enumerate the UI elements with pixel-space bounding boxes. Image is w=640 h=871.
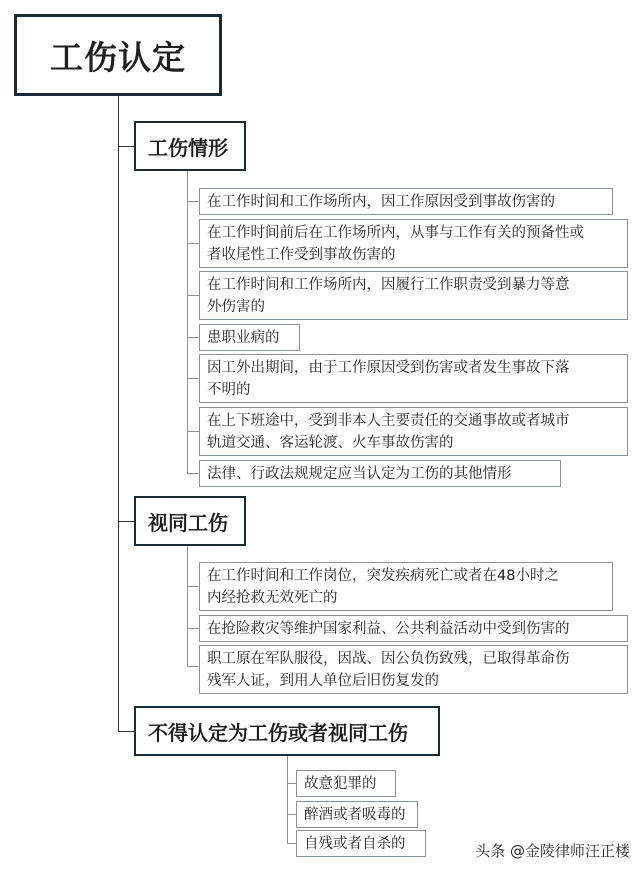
- leaf-text: 外伤害的: [207, 299, 265, 315]
- branch-title: 视同工伤: [148, 510, 228, 535]
- leaf-item: [199, 562, 613, 611]
- leaf-tick: [287, 783, 296, 784]
- leaf-connector: [287, 756, 288, 843]
- leaf-tick: [187, 337, 199, 338]
- branch-node-deemed-injury: [134, 496, 246, 546]
- leaf-tick: [187, 201, 199, 202]
- leaf-text: 轨道交通、客运轮渡、火车事故伤害的: [207, 435, 454, 451]
- leaf-connector: [187, 171, 188, 474]
- leaf-text: 患职业病的: [207, 330, 280, 346]
- leaf-text: 职工原在军队服役，因战、因公负伤致残，已取得革命伤: [207, 651, 570, 667]
- leaf-text: 在上下班途中，受到非本人主要责任的交通事故或者城市: [207, 413, 570, 429]
- leaf-text: 在工作时间和工作场所内，因履行工作职责受到暴力等意: [207, 277, 570, 293]
- leaf-tick: [187, 243, 199, 244]
- leaf-text: 在工作时间和工作场所内，因工作原因受到事故伤害的: [207, 194, 555, 210]
- root-node: [14, 14, 222, 96]
- watermark-text: 头条 @金陵律师汪正楼: [475, 842, 630, 860]
- branch-node-not-recognized: [134, 706, 440, 756]
- leaf-text: 故意犯罪的: [304, 776, 377, 792]
- leaf-item: [199, 219, 628, 268]
- leaf-text: 自残或者自杀的: [304, 836, 406, 852]
- branch-title: 工伤情形: [148, 135, 228, 160]
- leaf-tick: [187, 295, 199, 296]
- leaf-text: 残军人证，到用人单位后旧伤复发的: [207, 673, 439, 689]
- watermark: [475, 840, 630, 861]
- leaf-tick: [187, 378, 199, 379]
- leaf-tick: [187, 473, 199, 474]
- leaf-item: [199, 615, 628, 642]
- leaf-tick: [187, 628, 199, 629]
- leaf-item: [199, 354, 628, 403]
- leaf-tick: [187, 586, 199, 587]
- leaf-item: [199, 407, 628, 456]
- leaf-item: [199, 271, 628, 320]
- branch-connector: [118, 146, 134, 147]
- root-title: 工伤认定: [50, 37, 186, 77]
- leaf-text: 在工作时间前后在工作场所内，从事与工作有关的预备性或: [207, 225, 584, 241]
- leaf-item: [199, 460, 561, 487]
- leaf-tick: [187, 666, 199, 667]
- leaf-item: [199, 324, 300, 351]
- main-connector: [118, 96, 119, 732]
- leaf-text: 在抢险救灾等维护国家利益、公共利益活动中受到伤害的: [207, 621, 570, 637]
- leaf-text: 内经抢救无效死亡的: [207, 590, 338, 606]
- leaf-item: [199, 188, 613, 215]
- leaf-item: [296, 830, 426, 857]
- leaf-item: [199, 645, 628, 694]
- leaf-tick: [287, 843, 296, 844]
- leaf-text: 醉酒或者吸毒的: [304, 807, 406, 823]
- leaf-tick: [187, 431, 199, 432]
- leaf-text: 在工作时间和工作岗位，突发疾病死亡或者在48小时之: [207, 568, 559, 584]
- leaf-item: [296, 770, 396, 797]
- leaf-text: 法律、行政法规规定应当认定为工伤的其他情形: [207, 466, 512, 482]
- leaf-text: 者收尾性工作受到事故伤害的: [207, 247, 396, 263]
- branch-connector: [118, 731, 134, 732]
- branch-node-injury-cases: [134, 121, 246, 171]
- branch-connector: [118, 521, 134, 522]
- leaf-connector: [187, 546, 188, 667]
- branch-title: 不得认定为工伤或者视同工伤: [148, 720, 408, 745]
- leaf-item: [296, 801, 418, 828]
- leaf-tick: [287, 814, 296, 815]
- leaf-text: 不明的: [207, 382, 251, 398]
- leaf-text: 因工外出期间，由于工作原因受到伤害或者发生事故下落: [207, 360, 570, 376]
